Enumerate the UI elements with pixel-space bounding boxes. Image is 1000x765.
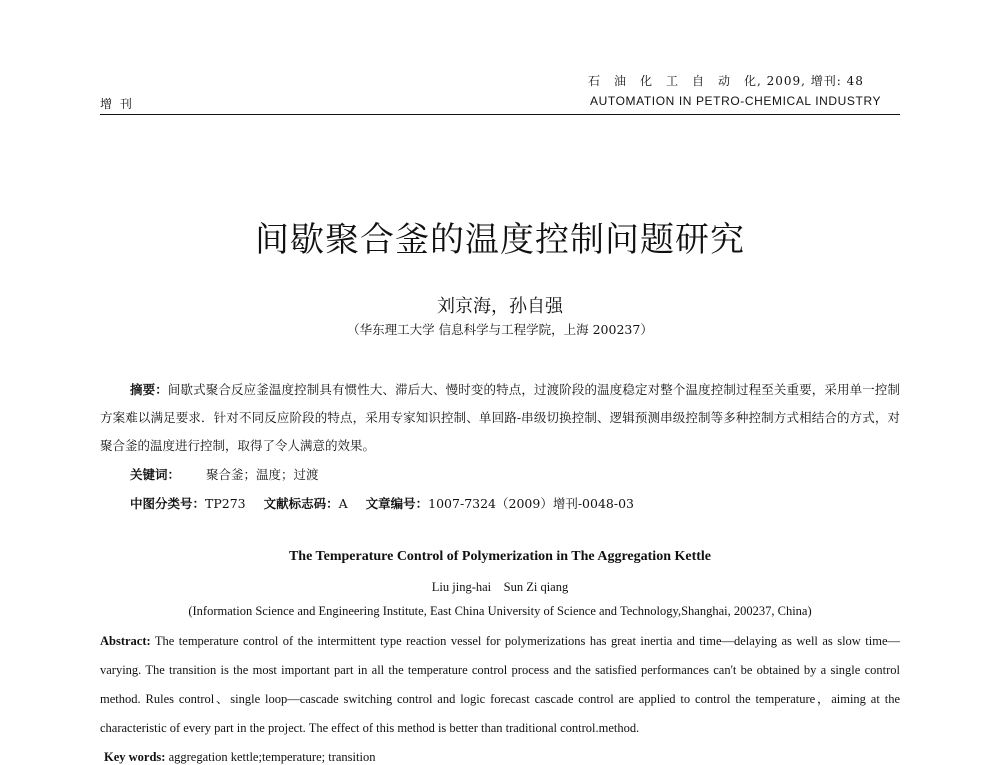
class-number-label: 中图分类号： bbox=[130, 496, 206, 511]
abstract-en-text: The temperature control of the intermittent type reaction vessel for polymerizations has great inertia and time—delaying as well as slow time—varying. The transition is the most important part in all the temperature control process and the satisfied performances can't be obtained by a single control method. Rules control、single loop—cascade switching control and logic forecast cascade control are applied to control the temperature，aiming at the characteristic of every part in the project. The effect of this method is better than traditional control.method. bbox=[100, 634, 900, 735]
keywords-en-label: Key words: bbox=[104, 750, 166, 764]
abstract-en-label: Abstract: bbox=[100, 634, 151, 648]
keywords-cn-label: 关键词： bbox=[130, 467, 181, 482]
abstract-en bbox=[100, 627, 900, 743]
doc-code-value: A bbox=[338, 496, 348, 511]
affiliation-en: (Information Science and Engineering Institute, East China University of Science and Technology,Shanghai, 200237, China) bbox=[188, 604, 812, 618]
classification-line bbox=[130, 494, 634, 512]
paper-title-cn: 间歇聚合釜的温度控制问题研究 bbox=[255, 220, 745, 260]
abstract-cn bbox=[100, 376, 900, 460]
article-number-value: 1007-7324（2009）增刊-0048-03 bbox=[428, 496, 634, 511]
journal-name-en: AUTOMATION IN PETRO-CHEMICAL INDUSTRY bbox=[590, 94, 882, 108]
header-divider bbox=[100, 114, 900, 115]
class-number-value: TP273 bbox=[205, 496, 246, 511]
doc-code-label: 文献标志码： bbox=[263, 496, 339, 511]
abstract-cn-text: 间歇式聚合反应釜温度控制具有惯性大、滞后大、慢时变的特点，过渡阶段的温度稳定对整个温度控制过程至关重要，采用单一控制方案难以满足要求．针对不同反应阶段的特点，采用专家知识控制、单回路-串级切换控制、逻辑预测串级控制等多种控制方式相结合的方式，对聚合釜的温度进行控制，取得了令人满意的效果。 bbox=[100, 382, 900, 453]
keywords-cn bbox=[130, 465, 319, 483]
keywords-en bbox=[104, 750, 375, 765]
article-number-label: 文章编号： bbox=[365, 496, 429, 511]
abstract-cn-label: 摘要： bbox=[130, 382, 168, 397]
supplement-label: 增 刊 bbox=[100, 97, 134, 111]
authors-cn: 刘京海，孙自强 bbox=[437, 296, 563, 317]
journal-citation-cn: 石 油 化 工 自 动 化, 2009, 增刊: 48 bbox=[588, 74, 864, 88]
authors-en: Liu jing-hai Sun Zi qiang bbox=[431, 580, 569, 594]
affiliation-cn: （华东理工大学 信息科学与工程学院，上海 200237） bbox=[347, 322, 653, 337]
keywords-en-text: aggregation kettle;temperature; transition bbox=[168, 750, 376, 764]
paper-title-en: The Temperature Control of Polymerization in The Aggregation Kettle bbox=[288, 549, 712, 564]
keywords-cn-text: 聚合釜；温度；过渡 bbox=[206, 467, 319, 482]
